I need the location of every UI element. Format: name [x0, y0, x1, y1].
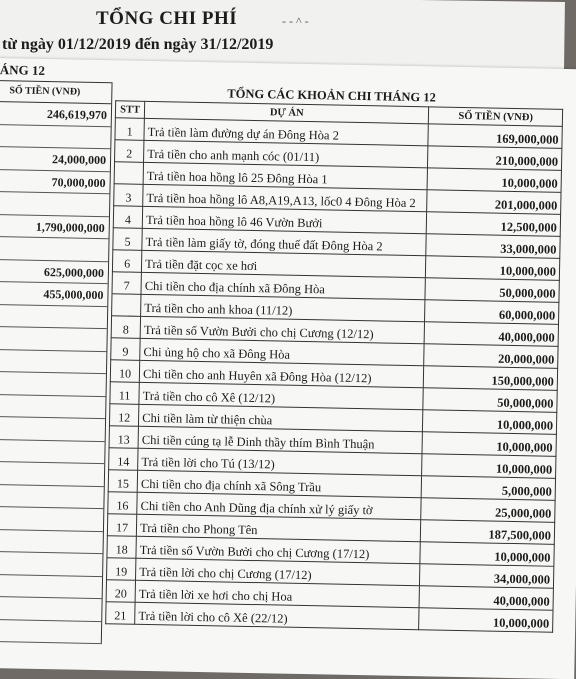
expense-table: [105, 100, 563, 633]
row-stt: 12: [109, 404, 139, 427]
row-desc: Trả tiền lời xe hơi cho chị Hoa: [135, 580, 420, 607]
row-desc: Trả tiền số Vườn Bưởi cho chị Cương (12/12): [140, 316, 425, 343]
row-desc: Chi tiền cúng tạ lễ Dinh thầy thím Bình Thuận: [138, 426, 423, 453]
left-amount-cell: [0, 125, 111, 150]
row-amount: 150,000,000: [424, 366, 558, 391]
left-amount-cell: 625,000,000: [0, 260, 108, 285]
row-desc: Chi tiền cho địa chính xã Sông Trầu: [137, 470, 422, 497]
left-amount-cell: 70,000,000: [0, 170, 110, 195]
row-amount: 10,000,000: [426, 256, 560, 281]
row-amount: 40,000,000: [419, 586, 553, 611]
row-stt: 3: [114, 184, 144, 207]
row-desc: Chi ủng hộ cho xã Đông Hòa: [140, 338, 425, 365]
date-range: từ ngày 01/12/2019 đến ngày 31/12/2019: [2, 36, 274, 53]
row-desc: Trả tiền cho anh khoa (11/12): [141, 294, 426, 321]
row-amount: 50,000,000: [423, 388, 557, 413]
row-amount: 50,000,000: [425, 278, 559, 303]
expense-sheet: [0, 58, 576, 679]
row-amount: 210,000,000: [428, 146, 562, 171]
row-desc: Trả tiền lời cho cô Xê (22/12): [135, 602, 420, 629]
row-desc: Trả tiền cho anh mạnh cóc (01/11): [144, 140, 429, 167]
left-amount-cell: [0, 462, 104, 487]
left-amount-cell: 455,000,000: [0, 282, 108, 307]
row-amount: 10,000,000: [419, 608, 553, 633]
row-amount: 10,000,000: [422, 432, 556, 457]
row-stt: 1: [115, 118, 145, 141]
row-amount: 10,000,000: [427, 168, 561, 193]
row-stt: 20: [106, 580, 136, 603]
row-desc: Trả tiền lời cho Tú (13/12): [138, 448, 423, 475]
left-amount-cell: [0, 529, 103, 554]
row-amount: 10,000,000: [422, 454, 556, 479]
left-column-header: SỐ TIỀN (VNĐ): [0, 80, 112, 104]
left-amount-cell: [0, 552, 102, 577]
left-amount-cell: [0, 305, 107, 330]
row-desc: Trả tiền hoa hồng lô 46 Vườn Bưởi: [142, 206, 427, 233]
row-stt: 8: [111, 316, 141, 339]
header-amount: SỐ TIỀN (VNĐ): [429, 107, 563, 127]
row-amount: 5,000,000: [422, 476, 556, 501]
row-stt: 2: [115, 140, 145, 163]
left-amount-cell: [0, 619, 101, 644]
row-stt: 9: [111, 338, 141, 361]
left-amount-cell: [0, 507, 103, 532]
row-amount: 40,000,000: [424, 322, 558, 347]
row-stt: 21: [106, 602, 136, 625]
row-stt: 13: [109, 426, 139, 449]
row-stt: 15: [108, 470, 138, 493]
row-amount: 201,000,000: [427, 190, 561, 215]
handwritten-mark: - - ^ -: [282, 14, 309, 28]
row-stt: 19: [107, 558, 137, 581]
row-desc: Trả tiền lời cho chị Cương (17/12): [136, 558, 421, 585]
left-amount-cell: 1,790,000,000: [0, 215, 109, 240]
row-desc: Chi tiền cho anh Huyên xã Đông Hòa (12/12): [139, 360, 424, 387]
row-amount: 25,000,000: [421, 498, 555, 523]
left-amount-cell: [0, 395, 106, 420]
row-stt: 11: [110, 382, 140, 405]
row-amount: 34,000,000: [420, 564, 554, 589]
row-desc: Chi tiền cho Anh Dũng địa chính xử lý giấy tờ: [137, 492, 422, 519]
row-stt: 7: [112, 272, 142, 295]
left-amount-cell: [0, 192, 109, 217]
left-amount-column: [0, 80, 113, 644]
header-stt: STT: [115, 101, 144, 119]
row-stt: 14: [109, 448, 139, 471]
left-amount-cell: [0, 417, 105, 442]
row-stt: 10: [110, 360, 140, 383]
document-title: TỔNG CHI PHÍ: [96, 8, 238, 29]
row-amount: 169,000,000: [428, 124, 562, 149]
row-desc: Trả tiền đặt cọc xe hơi: [142, 250, 427, 277]
row-stt: 17: [107, 514, 137, 537]
left-amount-cell: [0, 484, 104, 509]
left-amount-cell: 246,619,970: [0, 102, 111, 127]
row-amount: 20,000,000: [424, 344, 558, 369]
row-desc: Chi tiền làm từ thiện chùa: [139, 404, 424, 431]
month-label: ÁNG 12: [0, 62, 46, 78]
row-amount: 10,000,000: [423, 410, 557, 435]
row-stt: [112, 294, 142, 317]
row-amount: 12,500,000: [427, 212, 561, 237]
row-stt: 4: [113, 206, 143, 229]
left-amount-cell: 24,000,000: [0, 147, 110, 172]
row-stt: 6: [112, 250, 142, 273]
left-amount-cell: [0, 327, 107, 352]
row-amount: 187,500,000: [421, 520, 555, 545]
row-desc: Trả tiền cho cô Xê (12/12): [139, 382, 424, 409]
left-amount-cell: [0, 372, 106, 397]
header-desc: DỰ ÁN: [144, 101, 429, 123]
left-amount-cell: [0, 350, 106, 375]
row-desc: Trả tiền hoa hồng lô 25 Đông Hòa 1: [143, 162, 428, 189]
row-amount: 60,000,000: [425, 300, 559, 325]
left-amount-cell: [0, 237, 109, 262]
row-stt: 16: [108, 492, 138, 515]
left-amount-cell: [0, 597, 102, 622]
row-desc: Trả tiền số Vườn Bưởi cho chị Cương (17/12): [136, 536, 421, 563]
table-title: TỔNG CÁC KHOẢN CHI THÁNG 12: [227, 86, 436, 105]
row-desc: Trả tiền làm đường dự án Đông Hòa 2: [144, 118, 429, 145]
row-amount: 33,000,000: [426, 234, 560, 259]
row-desc: Trả tiền hoa hồng lô A8,A19,A13, lốc0 4 Đông Hòa 2: [143, 184, 428, 211]
row-amount: 10,000,000: [420, 542, 554, 567]
row-desc: Chi tiền cho địa chính xã Đông Hòa: [141, 272, 426, 299]
left-amount-cell: [0, 574, 102, 599]
row-stt: 5: [113, 228, 143, 251]
row-desc: Trả tiền làm giấy tờ, đóng thuế đất Đông Hòa 2: [142, 228, 427, 255]
row-desc: Trả tiền cho Phong Tên: [136, 514, 421, 541]
left-amount-cell: [0, 440, 105, 465]
row-stt: 18: [107, 536, 137, 559]
row-stt: [114, 162, 144, 185]
